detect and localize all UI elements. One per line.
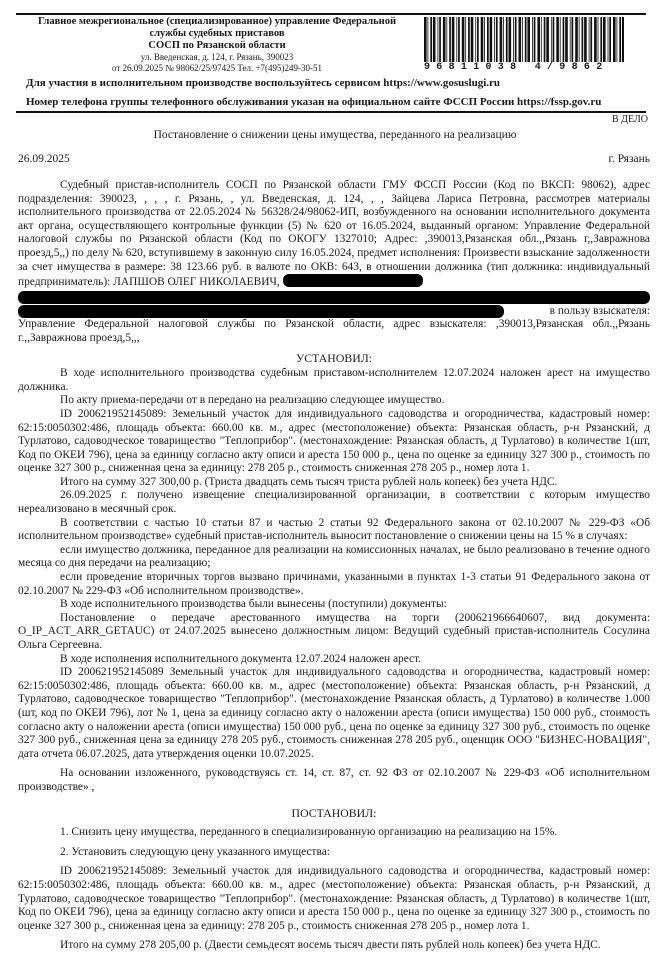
barcode-bar — [619, 17, 621, 62]
barcode-bar — [565, 17, 568, 62]
resolved-heading: ПОСТАНОВИЛ: — [291, 805, 377, 820]
barcode-bar — [446, 17, 447, 62]
org-line-1: Главное межрегиональное (специализированное) управление Федеральной — [37, 16, 397, 27]
issuer-header — [22, 16, 412, 73]
barcode-bar — [496, 17, 498, 62]
barcode-bar — [522, 17, 523, 62]
in-favor-label: в пользу взыскателя: — [549, 304, 650, 317]
paragraph: В ходе исполнительного производства судебным приставом-исполнителем 12.07.2024 наложен арест на имущество должника. — [18, 367, 650, 393]
redaction — [283, 274, 423, 287]
paragraph: В соответствии с частью 10 статьи 87 и частью 2 статьи 92 Федерального закона от 02.10.2007 № 229-ФЗ «Об исполнительном производстве» судебный пристав-исполнитель выносит постановление о снижении цены на 15 % в случаях: — [18, 516, 650, 543]
barcode-bar — [553, 17, 555, 62]
barcode — [424, 17, 624, 62]
barcode-bar — [537, 17, 540, 62]
barcode-bar — [513, 17, 514, 62]
paragraph: По акту приема-передачи от в передано на реализацию следующее имущество. — [60, 394, 445, 407]
barcode-bar — [438, 17, 439, 62]
redaction — [18, 305, 504, 318]
paragraph: ID 200621952145089: Земельный участок для индивидуального садоводства и огородничества, кадастровый номер: 62:15:0050302:486, площадь объекта: 660.00 кв. м., адрес (местоположение) объекта: Рязанская область, р-н Рязанский, д Турлатово, садоводческое товарищество "Теплоприбор". (местонахождение: Рязанская область, д Турлатово) в количестве 1(шт, Код по ОКЕИ 796), цена за единицу согласно акту описи и ареста 150 000 р., цена по оценке за единицу 327 300 р., стоимость по оценке 327 300 р., сниженная цена за единицу: 278 205 р., стоимость сниженная 278 205 р., номер лота 1. — [18, 407, 650, 475]
barcode-bar — [532, 17, 533, 62]
barcode-bar — [484, 17, 485, 62]
barcode-bar — [481, 17, 484, 62]
header-bottom-rule — [16, 111, 646, 113]
barcode-bar — [527, 17, 530, 62]
creditor-paragraph: Управление Федеральной налоговой службы по Рязанской области, адрес взыскателя: ,390013,Рязанская обл.,,Рязань г.,,Завражнова проезд,5,,, — [18, 318, 650, 344]
barcode-bar — [515, 17, 517, 62]
document-reference: от 26.09.2025 № 98062/25/97425 Тел. +7(495)249-30-51 — [111, 62, 323, 73]
barcode-bar — [572, 17, 574, 62]
barcode-bar — [509, 17, 512, 62]
barcode-bar — [475, 17, 476, 62]
barcode-bar — [575, 17, 578, 62]
resolution-total: Итого на сумму 278 205,00 р. (Двести семьдесят восемь тысяч двести пять рублей ноль копеек) без учета НДС. — [60, 939, 601, 952]
barcode-bar — [430, 17, 432, 62]
barcode-bar — [449, 17, 451, 62]
paragraph: В ходе исполнительного производства были вынесены (поступили) документы: — [60, 598, 447, 611]
barcode-bar — [589, 17, 590, 62]
barcode-bar — [600, 17, 602, 62]
gosuslugi-notice: Для участия в исполнительном производстве воспользуйтесь сервисом https://www.gosuslugi.ru — [26, 77, 501, 89]
redaction — [18, 291, 650, 304]
resolution-item: 1. Снизить цену имущества, переданного в специализированную организацию на реализацию на 15%. — [60, 826, 558, 839]
established-heading: УСТАНОВИЛ: — [295, 350, 373, 365]
intro-text: Судебный пристав-исполнитель СОСП по Рязанской области ГМУ ФССП России (Код по ВКСП: 98062), адрес подразделения: 390023, , , , г. Рязань, , ул. Введенская, д. 124, , , Зайцева Лариса Петровна, рассмотрев материалы исполнительного производства от 22.05.2024 № 56328/24/98062-ИП, возбужденного на основании исполнительного документа акт органа, осуществляющего контрольные функции (5) № 620 от 16.05.2024, выданный органом: Управление Федеральной налоговой службы по Рязанской области (Код по ОКОГУ 1327010; Адрес: ,390013,Рязанская обл.,,Рязань г,,Завражнова проезд,5,,) по делу № 620, вступившему в законную силу 16.05.2024, предмет исполнения: Произвести взыскание задолженности за счет имущества в размере: 38 123.66 руб. в валюте по ОКВ: 643, в отношении должника (тип должника: индивидуальный предприниматель): ЛАПШОВ ОЛЕГ НИКОЛАЕВИЧ, — [18, 179, 650, 289]
barcode-bar — [494, 17, 495, 62]
redacted-line — [18, 305, 650, 319]
barcode-bar — [598, 17, 599, 62]
barcode-bar — [506, 17, 508, 62]
barcode-bar — [525, 17, 527, 62]
document-body — [18, 179, 650, 953]
paragraph: Итого на сумму 327 300,00 р. (Триста двадцать семь тысяч триста рублей ноль копеек) без учета НДС. — [60, 475, 558, 488]
barcode-bar — [534, 17, 536, 62]
barcode-number: 96811038 4/9862 — [424, 62, 609, 73]
org-address: ул. Введенская, д. 124, г. Рязань, 390023 — [140, 52, 294, 62]
basis-paragraph: На основании изложенного, руководствуясь ст. 14, ст. 87, ст. 92 ФЗ от 02.10.2007 № 229-ФЗ «Об исполнительном производстве» , — [18, 767, 650, 793]
barcode-bar — [443, 17, 446, 62]
barcode-bar — [465, 17, 466, 62]
barcode-bar — [594, 17, 597, 62]
paragraph: если проведение вторичных торгов вызвано причинами, указанными в пунктах 1-3 статьи 91 Федерального закона от 02.10.2007 № 229-ФЗ «Об исполнительном производстве». — [18, 571, 650, 597]
barcode-bar — [452, 17, 455, 62]
barcode-bar — [590, 17, 592, 62]
barcode-bar — [582, 17, 584, 62]
paragraph: В ходе исполнения исполнительного документа 12.07.2024 наложен арест. — [60, 652, 422, 665]
barcode-bar — [584, 17, 587, 62]
barcode-bar — [462, 17, 465, 62]
barcode-bar — [546, 17, 549, 62]
resolution-item: 2. Установить следующую цену указанного имущества: — [60, 845, 330, 858]
barcode-bar — [609, 17, 611, 62]
paragraph: если имущество должника, переданное для реализации на комиссионных началах, не было реализовано в течение одного месяца со дня передачи на реализацию; — [18, 543, 651, 570]
barcode-bar — [519, 17, 522, 62]
top-rule — [16, 13, 646, 15]
org-line-3: СОСП по Рязанской области — [148, 40, 286, 51]
barcode-bar — [487, 17, 489, 62]
barcode-bar — [503, 17, 504, 62]
document-date: 26.09.2025 — [18, 153, 70, 165]
paragraph: 26.09.2025 г. получено извещение специализированной организации, в соответствии с которым имущество нереализовано в месячный срок. — [18, 489, 650, 516]
barcode-bar — [500, 17, 503, 62]
paragraph: Постановление о передаче арестованного имущества на торги (200621966640607, вид документа: O_IP_ACT_ARR_GETAUC) от 24.07.2025 вынесено должностным лицом: Ведущий судебный пристав-исполнитель Сосулина Ольга Сергеевна. — [18, 611, 650, 651]
barcode-bar — [560, 17, 561, 62]
barcode-bar — [456, 17, 457, 62]
barcode-bar — [603, 17, 606, 62]
paragraph: ID 200621952145089 Земельный участок для индивидуального садоводства и огородничества, кадастровый номер: 62:15:0050302:486, площадь объекта: 660.00 кв. м., адрес (местоположение) объекта: Рязанская область, р-н Рязанский, д Турлатово, садоводческое товарищество "Теплоприбор". (местонахождение Рязанская область, д Турлатово) в количестве 1.000 (шт, код по ОКЕИ 796), лот № 1, цена за единицу согласно акту о наложении ареста (описи имущества) 150 000 руб., стоимость согласно акту о наложении ареста (описи имущества) 150 000 руб., цена по оценке за единицу 327 300 руб., стоимость по оценке 327 300 руб., сниженная цена за единицу 278 205 руб., стоимость сниженная 278 205 руб., оценщик ООО "БИЗНЕС-НОВАЦИЯ", дата отчета 06.07.2025, дата утверждения оценки 10.07.2025. — [18, 666, 650, 760]
file-stamp: В ДЕЛО — [612, 114, 648, 125]
barcode-bar — [433, 17, 436, 62]
barcode-bar — [490, 17, 493, 62]
barcode-bar — [617, 17, 618, 62]
phone-notice: Номер телефона группы телефонного обслуживания указан на официальном сайте ФССП России https://fssp.gov.ru — [26, 96, 602, 108]
barcode-bar — [563, 17, 565, 62]
intro-paragraph — [18, 179, 650, 290]
barcode-bar — [541, 17, 542, 62]
barcode-bar — [439, 17, 441, 62]
barcode-bar — [468, 17, 470, 62]
document-title: Постановление о снижении цены имущества, переданного на реализацию — [153, 129, 517, 141]
barcode-bar — [477, 17, 479, 62]
barcode-bar — [458, 17, 460, 62]
barcode-bar — [608, 17, 609, 62]
barcode-bar — [556, 17, 559, 62]
barcode-bar — [471, 17, 474, 62]
barcode-bar — [544, 17, 546, 62]
barcode-bar — [622, 17, 624, 62]
org-line-2: службы судебных приставов — [149, 28, 285, 39]
barcode-bar — [424, 17, 427, 62]
barcode-bar — [570, 17, 571, 62]
resolution-item: ID 200621952145089: Земельный участок для индивидуального садоводства и огородничества, кадастровый номер: 62:15:0050302:486, площадь объекта: 660.00 кв. м., адрес (местоположение) объекта: Рязанская область, р-н Рязанский, д Турлатово, садоводческое товарищество "Теплоприбор". (местонахождение: Рязанская область, д Турлатово) в количестве 1(шт, Код по ОКЕИ 796), цена за единицу согласно акту описи и ареста 150 000 р., цена по оценке за единицу 327 300 р., стоимость по оценке 327 300 р., сниженная цена за единицу: 278 205 р., стоимость сниженная 278 205 р., номер лота 1. — [18, 865, 650, 932]
barcode-bar — [428, 17, 429, 62]
document-city: г. Рязань — [608, 153, 650, 165]
barcode-bar — [613, 17, 616, 62]
barcode-bar — [579, 17, 580, 62]
barcode-bar — [551, 17, 552, 62]
